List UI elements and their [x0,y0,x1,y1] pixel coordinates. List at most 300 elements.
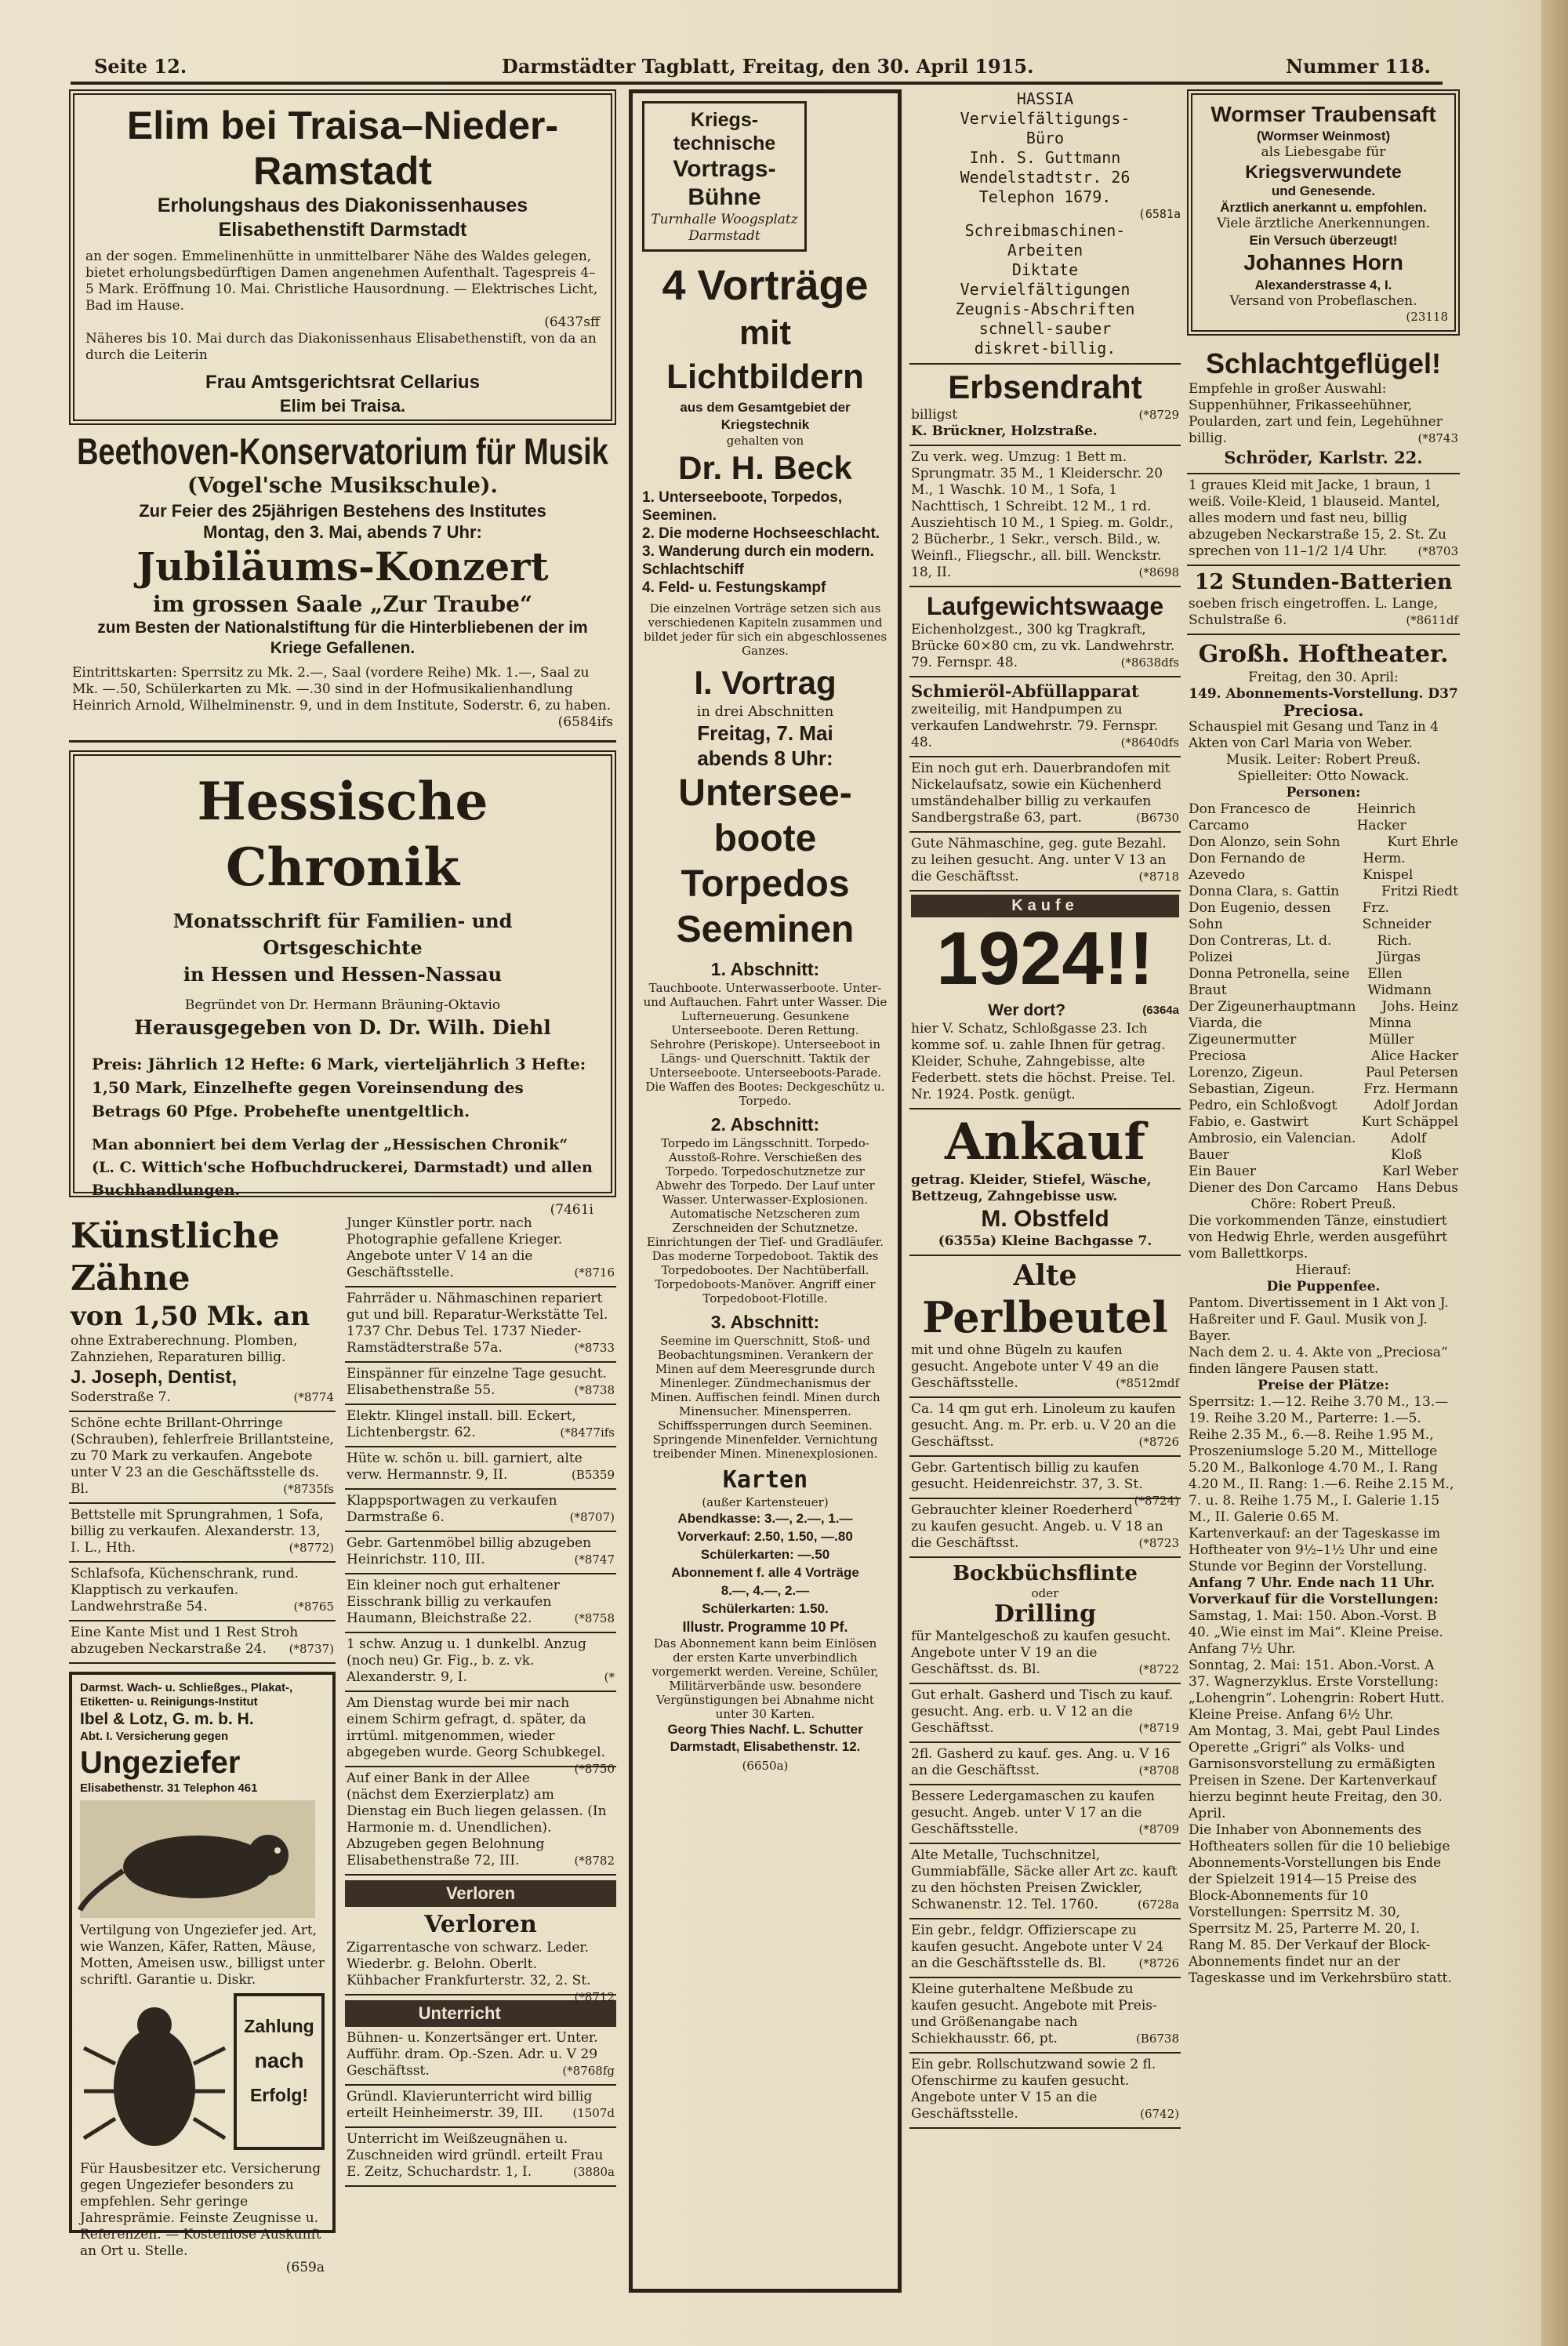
chronik-ad [69,750,616,1218]
cast-actor: Ellen Widmann [1367,966,1432,998]
col4-ad4-5 [909,1978,1181,2054]
lecture-code: (6650a) [742,1759,789,1773]
batterien-ad [1187,566,1460,635]
schmieroel-text: zweiteilig, mit Handpumpen zu verkaufen Landwehrstr. 79. Fernspr. 48. [911,702,1159,750]
ungeziefer-firm: Ibel & Lotz, G. m. b. H. [80,1710,254,1728]
worms-l3: und Genesende. [1271,183,1376,198]
col4-ad2-1-text: Gute Nähmaschine, geg. gute Bezahl. zu leihen gesucht. Ang. unter V 13 an die Geschäftsst. [911,836,1167,884]
worms-l6: Ein Versuch überzeugt! [1249,233,1398,248]
col2-ad-0-code: (*8716 [574,1266,615,1280]
lecture-t1: Kriegs-technische [673,109,776,154]
column-1 [69,89,616,2293]
cast-role: Lorenzo, Zigeun. [1189,1065,1304,1080]
col4-ad4-6-code: (6742) [1140,2107,1179,2121]
perl-text: mit und ohne Bügeln zu kaufen gesucht. Angebote unter V 49 an die Geschäftsstelle. [911,1342,1160,1391]
unterricht-ad-1 [345,2086,616,2128]
chronik-sub1: Monatsschrift für Familien- und Ortsgeschichte [172,910,513,959]
cast-role: Donna Clara, s. Gattin [1189,884,1340,899]
col2-ad-10-code: (*8782 [574,1854,615,1868]
chronik-code: (7461i [550,1202,593,1218]
cast-row [1189,900,1458,933]
theater-pdesc: Pantom. Divertissement in 1 Akt von J. Haßreiter und F. Gaul. Musik von J. Bayer. [1189,1295,1449,1344]
cast-actor: Rich. Jürgas [1377,933,1421,965]
lecture-first: I. Vortrag [694,664,837,701]
lecture-abo2: 8.—, 4.—, 2.— [720,1583,810,1598]
left-ad-2 [69,1563,336,1622]
worms-l5: Viele ärztliche Anerkennungen. [1216,216,1431,231]
small-ads-subcolumn [345,1212,616,2293]
col4-ad2-0-code: (B6730 [1135,811,1179,825]
hassia-l1: HASSIA [1016,89,1074,108]
perl-line1: Alte [1013,1259,1077,1292]
col2-ad-2 [345,1363,616,1405]
elim-sig2: Elim bei Traisa. [279,396,406,416]
cast-role: Don Contreras, Lt. d. Polizei [1189,933,1332,965]
erbsendraht-name: K. Brückner, Holzstraße. [911,423,1098,439]
col4-ad3-0-text: Ca. 14 qm gut erh. Linoleum zu kaufen gesucht. Ang. m. Pr. erb. u. V 20 an die Geschäftsst. [911,1401,1177,1450]
lecture-theme3: Torpedos [681,863,850,905]
cast-role: Don Alonzo, sein Sohn [1189,834,1341,850]
erbsendraht-code: (*8729 [1138,408,1179,422]
hassia-l4: Inh. S. Guttmann [969,148,1121,167]
perl-line2: Perlbeutel [922,1292,1168,1342]
chronik-title: Hessische Chronik [197,771,488,898]
kaufe-code: (6364a [1142,1004,1179,1017]
erbsendraht-ad [909,365,1181,446]
elim-code: (6437sff [544,314,600,330]
unterricht-ad-0-text: Bühnen- u. Konzertsänger ert. Unter. Aufführ. dram. Op.-Szen. Adr. u. V 29 Geschäftsst. [347,2030,598,2079]
cast-row [1189,1131,1458,1164]
hassia-l11: Zeugnis-Abschriften [955,300,1135,318]
col2-ad-5-code: (*8707) [569,1510,615,1524]
lecture-t2: Vortrags-Bühne [673,156,776,210]
left-ad-0 [69,1412,336,1504]
kaufe-text: hier V. Schatz, Schloßgasse 23. Ich komme sof. u. zahle Ihnen für getrag. Kleider, Schuhe, Zahngebisse, alte Federbett. stets die höchst. Preise. Tel. Nr. 1924. Postk. genügt. [911,1021,1176,1102]
beethoven-benefit: zum Besten der Nationalstiftung für die Hinterbliebenen der im Kriege Gefallenen. [97,619,588,657]
ankauf-title: Ankauf [944,1113,1146,1171]
col4-ad4-6-text: Ein gebr. Rollschutzwand sowie 2 fl. Ofenschirme zu kaufen gesucht. Angebote unter V 15 an die Geschäftsstelle. [911,2057,1156,2122]
elim-body: an der sogen. Emmelinenhütte in unmittelbarer Nähe des Waldes gelegen, bietet erholungsbedürftigen Damen angenehmen Aufenthalt. Tagespreis 4–5 Mark. Eröffnung 10. Mai. Christliche Hausordnung. — Elektrisches Licht, Bad im Hause. [85,249,598,314]
verloren-heading: Verloren [345,1880,616,1907]
lecture-sections: in drei Abschnitten [696,703,834,720]
col4-ad2-1 [909,833,1181,892]
beethoven-sub: (Vogel'sche Musikschule). [187,474,498,498]
col4-ad4-5-text: Kleine guterhaltene Meßbude zu kaufen gesucht. Angebote mit Preis- und Größenangabe nach Schiekhausstr. 66, pt. [911,1981,1157,2046]
cast-row [1189,851,1458,884]
lecture-sub: aus dem Gesamtgebiet der Kriegstechnik [680,400,851,432]
col2-ad-1-code: (*8733 [574,1341,615,1355]
col2-ad-4-text: Hüte w. schön u. bill. garniert, alte verw. Hermannstr. 9, II. [347,1451,583,1483]
theater-preise: Sperrsitz: 1.—12. Reihe 3.70 M., 13.—19. Reihe 3.20 M., Parterre: 1.—5. Reihe 2.35 M., 6.—8. Reihe 1.95 M., Proszeniumsloge 5.20 M., Mittelloge 5.20 M., Balkonloge 4.70 M., I. Rang 4.20 M., II. Rang: 1.—6. Reihe 2.15 M., 7. u. 8. Reihe 1.75 M., I. Galerie 1.15 M., II. Galerie 0.65 M. [1189,1394,1454,1525]
hassia-l6: Telephon 1679. [978,187,1112,206]
col2-ad-5 [345,1490,616,1532]
beethoven-place: im grossen Saale „Zur Traube“ [152,591,533,617]
theater-pers: Personen: [1286,785,1361,801]
left-ad-3-code: (*8737) [289,1642,334,1656]
cast-row [1189,933,1458,966]
cast-role: Ambrosio, ein Valencian. Bauer [1189,1131,1356,1163]
perl-code: (*8512mdf [1116,1376,1179,1390]
col2-ad-7-code: (*8758 [574,1611,615,1625]
worms-addr: Alexanderstrasse 4, I. [1254,278,1392,292]
cast-role: Donna Petronella, seine Braut [1189,966,1350,998]
unterricht-ad-1-code: (1507d [572,2106,615,2120]
theater-ad [1187,635,1460,1992]
lecture-abo1: Abonnement f. alle 4 Vorträge [671,1565,859,1580]
col2-ad-6-text: Gebr. Gartenmöbel billig abzugeben Heinrichstr. 110, III. [347,1535,592,1567]
col4-ad4-3 [909,1844,1181,1919]
col2-ad-10-text: Auf einer Bank in der Allee (nächst dem Exerzierplatz) am Dienstag ein Buch liegen gelassen. (In Harmonie m. d. Unendlichen). Abzugeben gegen Belohnung Elisabethenstraße 72, III. [347,1770,607,1868]
lecture-held: gehalten von [726,434,804,448]
left-ad-1-code: (*8772) [289,1541,334,1555]
cast-row [1189,1015,1458,1048]
col4-ad2-1-code: (*8718 [1138,870,1179,884]
cast-row [1189,1098,1458,1114]
theater-pause: Nach dem 2. u. 4. Akte von „Preciosa“ finden längere Pausen statt. [1189,1345,1448,1377]
hassia-l13: diskret-billig. [974,339,1116,358]
ungeziefer-ad [69,1672,336,2275]
cast-actor: Herm. Knispel [1363,851,1414,883]
zaehne-price: von 1,50 Mk. an [71,1301,310,1332]
page-spine [1541,0,1568,2346]
page-number: Seite 12. [94,55,187,78]
cast-role: Ein Bauer [1189,1164,1256,1179]
lecture-topic-2: 3. Wanderung durch ein modern. Schlachtschiff [642,543,874,578]
schmieroel-ad [909,677,1181,757]
cast-actor: Adolf Jordan [1374,1098,1458,1113]
zaehne-name: J. Joseph, Dentist, [71,1367,238,1388]
lecture-s1: 1. Abschnitt: [710,959,820,979]
lecture-s3-text: Seemine im Querschnitt, Stoß- und Beobachtungsminen. Verankern der Minen auf dem Meeresgrunde durch Minenleger. Zündmechanismus der Minen. Auffischen feindl. Minen durch Minensucher. Minensperren. Schiffssperrungen durch Seeminen. Springende Minenfelder. Vernichtung treibender Minen. Minenexplosionen. [650,1334,880,1461]
lecture-vvk2: Darmstadt, Elisabethenstr. 12. [670,1739,861,1754]
col2-ad-8-code: (* [604,1670,615,1684]
cast-role: Don Francesco de Carcamo [1189,801,1311,833]
cast-role: Fabio, e. Gastwirt [1189,1114,1309,1130]
unterricht-ad-1-text: Gründl. Klavierunterricht wird billig erteilt Heinheimerstr. 39, III. [347,2089,593,2121]
theater-sat: Samstag, 1. Mai: 150. Abon.-Vorst. B 40. „Wie einst im Mai“. Kleine Preise. Anfang 7½ Uhr. [1189,1608,1443,1657]
hassia-l8: Arbeiten [1007,241,1083,260]
col2-ad-3-text: Elektr. Klingel install. bill. Eckert, Lichtenbergstr. 62. [347,1408,576,1440]
chronik-price: Preis: Jährlich 12 Hefte: 6 Mark, vierteljährlich 3 Hefte: 1,50 Mark, Einzelhefte gegen Voreinsendung des Betrags 60 Pfge. Probehefte unentgeltlich. [92,1055,586,1120]
cast-actor: Minna Müller [1368,1015,1414,1048]
worms-code: (23118 [1406,310,1448,324]
ungeziefer-dept: Abt. I. Versicherung gegen [80,1730,229,1743]
ungeziefer-title: Ungeziefer [80,1745,241,1780]
lecture-theme4: Seeminen [676,909,855,950]
lecture-prices1: Abendkasse: 3.—, 2.—, 1.— [677,1511,853,1526]
hassia-l12: schnell-sauber [978,319,1112,338]
worms-l4: Ärztlich anerkannt u. empfohlen. [1220,200,1427,215]
cast-list [1189,801,1458,1197]
cast-row [1189,1114,1458,1131]
elim-title: Elim bei Traisa–Nieder-Ramstadt [126,104,559,193]
col4-ad4-4 [909,1919,1181,1978]
left-ad-3 [69,1622,336,1664]
col4-ad2-0-text: Ein noch gut erh. Dauerbrandofen mit Nickelaufsatz, sowie ein Küchenherd umständehalber billig zu verkaufen Sandbergstraße 63, part. [911,761,1171,826]
col2-ad-2-code: (*8738 [574,1383,615,1397]
erbsendraht-text: billigst [911,407,958,423]
schlacht-title: Schlachtgeflügel! [1205,347,1442,380]
ankauf-name: M. Obstfeld [981,1206,1109,1232]
col4-ad3-0-code: (*8726 [1138,1435,1179,1449]
left-ad-2-code: (*8765 [293,1600,334,1614]
batterien-title: 12 Stunden-Batterien [1194,570,1453,594]
lecture-stage-box [642,101,807,252]
payment-stamp [234,1993,325,2150]
theater-desc: Schauspiel mit Gesang und Tanz in 4 Akten von Carl Maria von Weber. [1189,719,1439,751]
unterricht-heading: Unterricht [345,2000,616,2027]
schmieroel-code: (*8640dfs [1120,735,1179,750]
col2-ad-9-code: (*8750 [574,1762,615,1776]
drilling-oder: oder [1031,1586,1059,1600]
zaehne-title: Künstliche Zähne [71,1216,280,1298]
cast-row [1189,999,1458,1015]
cast-row [1189,834,1458,851]
col4-ad4-3-code: (6728a [1138,1898,1179,1912]
col2-ad-0 [345,1212,616,1287]
col2-ad-1-text: Fahrräder u. Nähmaschinen repariert gut und bill. Reparatur-Werkstätte Tel. 1737 Chr. Debus Tel. 1737 Nieder-Ramstädterstraße 57a. [347,1291,608,1356]
hassia-l2: Vervielfältigungs- [960,109,1131,128]
hassia-l9: Diktate [1011,260,1079,279]
lecture-topic-0: 1. Unterseeboote, Torpedos, Seeminen. [642,489,843,524]
zaehne-body: ohne Extraberechnung. Plomben, Zahnziehen, Reparaturen billig. [71,1333,298,1365]
cast-row [1189,801,1458,834]
unterricht-ad-2 [345,2128,616,2187]
theater-dance: Die vorkommenden Tänze, einstudiert von Hedwig Ehrle, werden ausgeführt vom Ballettkorps. [1189,1213,1447,1262]
ankauf-ad [909,1109,1181,1256]
lecture-t3: Turnhalle Woogsplatz Darmstadt [651,212,798,244]
laufgewicht-title: Laufgewichtswaage [926,592,1164,620]
cast-actor: Fritzi Riedt [1381,884,1458,899]
cast-row [1189,966,1458,999]
cast-row [1189,1180,1458,1197]
col2-ad-0-text: Junger Künstler portr. nach Photographie gefallene Krieger. Angebote unter V 14 an die Geschäftsstelle. [347,1215,563,1280]
cast-row [1189,1164,1458,1180]
kaufe-number: 1924!! [936,917,1154,1000]
lecture-ad [629,89,902,2293]
beethoven-title: Beethoven-Konservatorium für Musik [77,431,608,474]
col2-ad-6-code: (*8747 [574,1552,615,1567]
col2-ad-7 [345,1574,616,1633]
left-ad-2-text: Schlafsofa, Küchenschrank, rund. Klapptisch zu verkaufen. Landwehrstraße 54. [71,1566,299,1614]
col4-ad3-1-text: Gebr. Gartentisch billig zu kaufen gesucht. Heidenreichstr. 37, 3. St. [911,1460,1143,1492]
kleid-code: (*8703 [1417,544,1458,558]
lecture-vvk1: Georg Thies Nachf. L. Schutter [667,1722,863,1737]
theater-puppen: Die Puppenfee. [1266,1279,1381,1295]
theater-spiel: Spielleiter: Otto Nowack. [1237,768,1410,784]
col4-ad1-0 [909,446,1181,587]
col2-ad-9-text: Am Dienstag wurde bei mir nach einem Schirm gefragt, d. später, da irrtüml. mitgenommen, wieder abgegeben wurde. Georg Schubkegel. [347,1695,605,1760]
theater-hierauf: Hierauf: [1295,1262,1352,1278]
col2-ad-4-code: (B5359 [571,1468,615,1482]
ungeziefer-body: Vertilgung von Ungeziefer jed. Art, wie Wanzen, Käfer, Ratten, Mäuse, Motten, Ameisen usw., billigst unter schriftl. Garantie u. Diskr. [80,1923,325,1988]
verloren-ad [345,1907,616,2004]
zaehne-addr: Soderstraße 7. [71,1389,171,1405]
chronik-sub2: in Hessen und Hessen-Nassau [183,963,503,986]
theater-mon: Am Montag, 3. Mai, gebt Paul Lindes Operette „Grigri“ als Volks- und Garnisonsvorstellung zu ermäßigten Preisen in Szene. Der Kartenverkauf hierzu beginnt heute Freitag, den 30. April. [1189,1723,1443,1821]
left-ad-0-text: Schöne echte Brillant-Ohrringe (Schrauben), fehlerfreie Brillantsteine, zu 70 Mark zu verkaufen. Angebote unter V 23 an die Geschäftsstelle ds. Bl. [71,1415,334,1497]
unterricht-ad-2-text: Unterricht im Weißzeugnähen u. Zuschneiden wird gründl. erteilt Frau E. Zeitz, Schuchardstr. 1, I. [347,2131,604,2180]
hassia-ad [909,89,1181,365]
unterricht-ad-0 [345,2027,616,2086]
worms-foot: Versand von Probeflaschen. [1229,293,1417,309]
theater-vvk: Kartenverkauf: an der Tageskasse im Hoftheater von 9½–1½ Uhr und eine Stunde vor Beginn der Vorstellung. [1189,1526,1441,1574]
issue-number: Nummer 118. [1286,55,1431,78]
elim-ad [69,89,616,425]
cast-actor: Kurt Schäppel [1361,1114,1458,1130]
kleid-text: 1 graues Kleid mit Jacke, 1 braun, 1 weiß. Voile-Kleid, 1 blauseid. Mantel, alles modern und fast neu, billig abzugeben Neckarstraße 15, 2. St. Zu sprechen von 11–1/2 1/4 Uhr. [1189,478,1446,559]
col4-ad2-0 [909,757,1181,833]
laufgewicht-code: (*8638dfs [1120,656,1179,670]
ankauf-text: getrag. Kleider, Stiefel, Wäsche, Bettzeug, Zahngebisse usw. [911,1172,1152,1204]
cast-actor: Adolf Kloß [1390,1131,1427,1163]
cast-role: Der Zigeunerhauptmann [1189,999,1356,1015]
laufgewicht-ad [909,587,1181,677]
hassia-code: (6581a [1138,207,1181,221]
chronik-founded: Begründet von Dr. Hermann Bräuning-Oktavio [184,997,501,1013]
cast-role: Preciosa [1189,1048,1247,1064]
lecture-prices3: Schülerkarten: —.50 [700,1547,830,1562]
perlbeutel-ad [909,1256,1181,1398]
beethoven-code: (6584ifs [557,714,613,730]
theater-date: Freitag, den 30. April: [1248,670,1399,685]
cast-row [1189,884,1458,900]
col4-ad4-3-text: Alte Metalle, Tuchschnitzel, Gummiabfälle, Säcke aller Art zc. kauft zu den höchsten Preisen Zwickler, Schwanenstr. 12. Tel. 1760. [911,1847,1178,1912]
schlacht-text: Empfehle in großer Auswahl: Suppenhühner, Frikasseehühner, Poularden, zart und fein, Legehühner billig. [1189,381,1443,446]
lecture-s3: 3. Abschnitt: [710,1312,820,1332]
masthead-title: Darmstädter Tagblatt, Freitag, den 30. April 1915. [502,55,1034,78]
cast-role: Viarda, die Zigeunermutter [1189,1015,1297,1048]
elim-sig1: Frau Amtsgerichtsrat Cellarius [205,372,480,393]
ungeziefer-code: (659a [285,2260,325,2275]
cast-actor: Kurt Ehrle [1387,834,1458,850]
batterien-text: soeben frisch eingetroffen. L. Lange, Schulstraße 6. [1189,596,1439,628]
col2-ad-7-text: Ein kleiner noch gut erhaltener Eisschrank billig zu verkaufen Haumann, Bleichstraße 22. [347,1578,560,1626]
ungeziefer-head: Darmst. Wach- u. Schließges., Plakat-, Etiketten- u. Reinigungs-Institut [80,1681,293,1709]
worms-title: Wormser Traubensaft [1210,102,1436,126]
col4-ad4-2-text: Bessere Ledergamaschen zu kaufen gesucht. Angeb. unter V 17 an die Geschäftsstelle. [911,1789,1155,1837]
cast-role: Don Fernando de Azevedo [1189,851,1305,883]
kaufe-question: Wer dort? [988,1001,1066,1019]
ankauf-addr: (6355a) Kleine Bachgasse 7. [938,1233,1152,1249]
drilling-text: für Mantelgeschoß zu kaufen gesucht. Angebote unter V 19 an die Geschäftsst. ds. Bl. [911,1629,1171,1677]
laufgewicht-text: Eichenholzgest., 300 kg Tragkraft, Brücke 60×80 cm, zu vk. Landwehrstr. 79. Fernspr. 48. [911,622,1175,670]
drilling-title2: Drilling [993,1600,1097,1628]
col4-ad4-2 [909,1785,1181,1844]
col4-ad4-1 [909,1743,1181,1785]
theater-vvk2: Vorverkauf für die Vorstellungen: [1189,1592,1439,1607]
kaufe-heading: Kaufe [911,895,1179,917]
worms-l1: als Liebesgabe für [1261,144,1386,160]
hassia-l3: Büro [1025,129,1065,147]
lecture-note: Die einzelnen Vorträge setzen sich aus verschiedenen Kapiteln zusammen und bildet jeder für sich ein abgeschlossenes Ganzes. [643,601,887,658]
schlacht-code: (*8743 [1417,431,1458,445]
cast-actor: Heinrich Hacker [1356,801,1416,833]
lecture-program: Illustr. Programme 10 Pf. [682,1619,848,1635]
stamp-line3: Erfolg! [249,2085,309,2105]
left-ad-1-text: Bettstelle mit Sprungrahmen, 1 Sofa, billig zu verkaufen. Alexanderstr. 13, I. L., Hth. [71,1507,324,1556]
cast-row [1189,1065,1458,1081]
lecture-topic-3: 4. Feld- u. Festungskampf [642,579,826,596]
col4-ad3-1-code: (*8724) [1134,1494,1179,1508]
batterien-code: (*8611df [1406,613,1458,627]
cast-role: Pedro, ein Schloßvogt [1189,1098,1338,1113]
lecture-big1: 4 Vorträge [662,262,869,309]
col2-ad-2-text: Einspänner für einzelne Tage gesucht. Elisabethenstraße 55. [347,1366,607,1398]
verloren-text: Zigarrentasche von schwarz. Leder. Wiederbr. g. Belohn. Oberlt. Kühbacher Frankfurterstr. 32, 2. St. [347,1940,591,1988]
cast-actor: Frz. Schneider [1362,900,1432,932]
beethoven-ad [69,433,616,743]
col4-ad4-0-code: (*8719 [1138,1721,1179,1735]
col2-ad-3-code: (*8477ifs [560,1425,615,1440]
column-5 [1187,89,1460,2293]
lecture-speaker: Dr. H. Beck [678,449,852,486]
theater-sun: Sonntag, 2. Mai: 151. Abon.-Vorst. A 37. Wagnerzyklus. Erste Vorstellung: „Lohengrin“. Lohengrin: Robert Hutt. Kleine Preise. Anfang 6½ Uhr. [1189,1658,1445,1723]
col4-ad4-0-text: Gut erhalt. Gasherd und Tisch zu kauf. gesucht. Ang. erb. u. V 12 an die Geschäftsst. [911,1687,1174,1736]
hassia-l5: Wendelstadtstr. 26 [960,168,1131,187]
beetle-stamp-area [80,1988,325,2161]
schlacht-name: Schröder, Karlstr. 22. [1224,448,1423,467]
col2-ad-9 [345,1692,616,1776]
left-ad-3-text: Eine Kante Mist und 1 Rest Stroh abzugeben Neckarstraße 24. [71,1625,299,1657]
lecture-s2: 2. Abschnitt: [710,1114,820,1135]
lecture-abo-note: Das Abonnement kann beim Einlösen der ersten Karte unverbindlich vorgemerkt werden. Vereine, Schüler, Militärverbände usw. besondere Vergünstigungen bei Abnahme nicht unter 30 Karten. [652,1636,879,1721]
zaehne-ad [69,1212,336,1412]
elim-sub2: Elisabethenstift Darmstadt [218,219,467,241]
hassia-l7: Schreibmaschinen- [964,221,1126,240]
worms-sub: (Wormser Weinmost) [1256,129,1391,143]
verloren-code: (*8712 [574,1990,615,2004]
schmieroel-title: Schmieröl-Abfüllapparat [911,681,1139,701]
col2-ad-1 [345,1287,616,1363]
unterricht-ad-2-code: (3880a [573,2165,615,2179]
traubensaft-ad [1187,89,1460,336]
drilling-title1: Bockbüchsflinte [953,1562,1138,1585]
worms-name: Johannes Horn [1243,250,1403,274]
lecture-date1: Freitag, 7. Mai [697,721,833,745]
drilling-code: (*8722 [1138,1662,1179,1676]
left-ad-1 [69,1504,336,1563]
erbsendraht-title: Erbsendraht [948,369,1142,405]
chronik-editor: Herausgegeben von D. Dr. Wilh. Diehl [134,1016,551,1039]
stamp-line2: nach [254,2049,304,2072]
left-subcolumn [69,1212,336,2293]
col4-ad4-5-code: (B6738 [1135,2032,1179,2046]
elim-info: Näheres bis 10. Mai durch das Diakonissenhaus Elisabethenstift, von da an durch die Leiterin [85,331,597,363]
kaufe-ad [909,892,1181,1109]
cast-role: Don Eugenio, dessen Sohn [1189,900,1331,932]
col4-ad4-6 [909,2054,1181,2129]
lecture-karten: Karten [722,1466,808,1494]
col2-ad-8 [345,1633,616,1692]
col2-ad-10 [345,1767,616,1876]
verloren-title: Verloren [424,1911,537,1938]
cast-role: Diener des Don Carcamo [1189,1180,1359,1196]
kleid-ad [1187,474,1460,566]
col4-ad4-4-code: (*8726 [1138,1956,1179,1970]
zaehne-code: (*8774 [293,1390,334,1404]
col2-ad-3 [345,1405,616,1447]
lecture-topic-1: 2. Die moderne Hochseeschlacht. [642,525,880,542]
elim-sub1: Erholungshaus des Diakonissenhauses [157,194,528,216]
cast-actor: Johs. Heinz [1381,999,1458,1015]
stamp-line1: Zahlung [244,2016,314,2036]
theater-time: Anfang 7 Uhr. Ende nach 11 Uhr. [1189,1575,1436,1591]
col4-ad4-1-text: 2fl. Gasherd zu kauf. ges. Ang. u. V 16 an die Geschäftsst. [911,1746,1171,1778]
header-rule [71,82,1443,85]
col4-ad3-2-text: Gebrauchter kleiner Roederherd zu kaufen gesucht. Angeb. u. V 18 an die Geschäftsst. [911,1502,1163,1551]
theater-play: Preciosa. [1283,701,1364,720]
